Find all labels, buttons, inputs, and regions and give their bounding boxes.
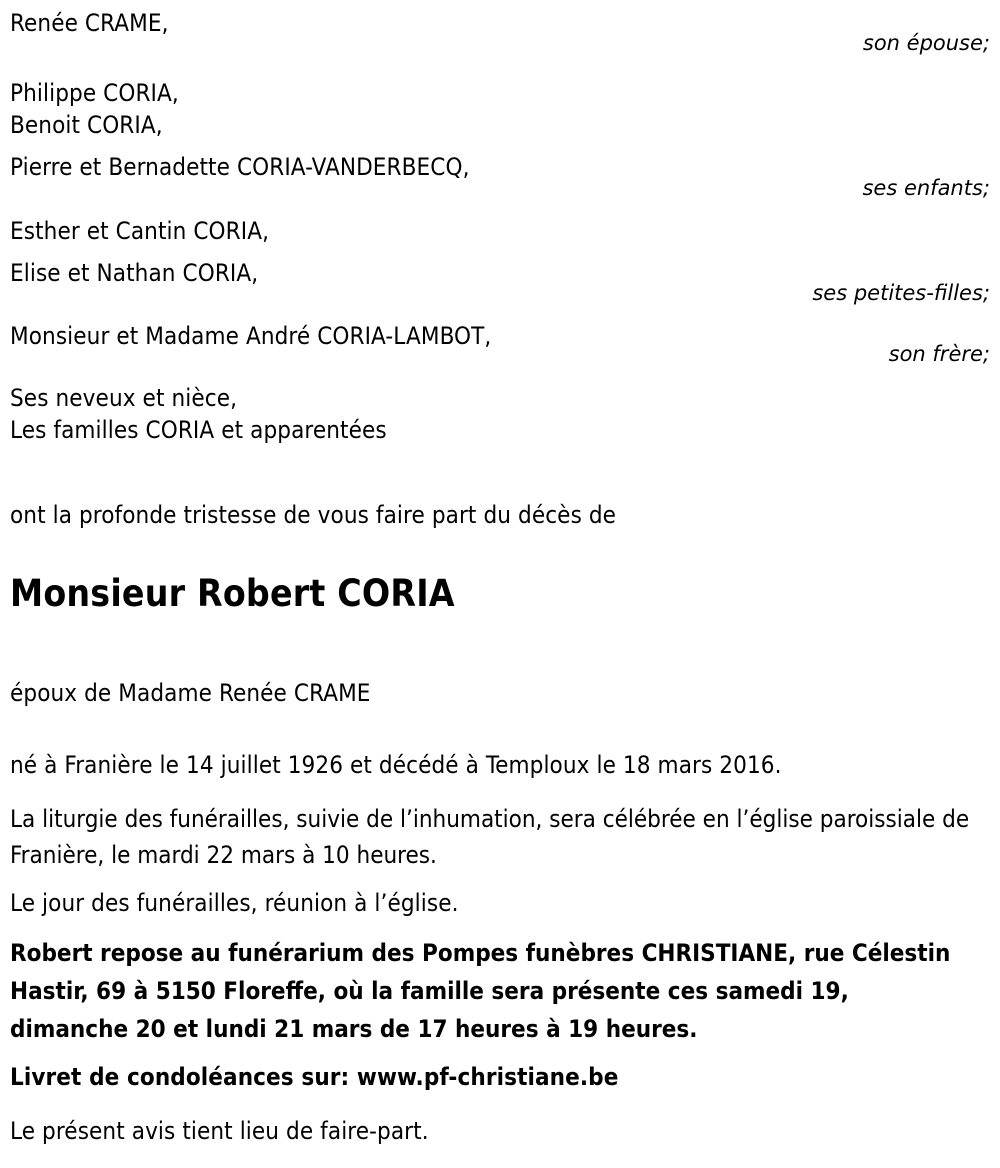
- relationship-label-children: ses enfants;: [862, 176, 990, 200]
- family-name-spouse: Renée CRAME,: [10, 9, 169, 37]
- relationship-label-spouse: son épouse;: [862, 31, 990, 55]
- liturgy-paragraph: La liturgie des funérailles, suivie de l’inhumation, sera célébrée en l’église paroissiale de Franière, le mardi 22 mars à 10 heures.: [10, 805, 970, 869]
- relationship-label-grandchildren: ses petites-filles;: [812, 281, 990, 305]
- birth-death-details: né à Franière le 14 juillet 1926 et décédé à Temploux le 18 mars 2016.: [10, 751, 782, 779]
- deceased-spouse-of: époux de Madame Renée CRAME: [10, 679, 371, 707]
- family-name-nephews-niece: Ses neveux et nièce,: [10, 384, 238, 412]
- family-name-child-2: Benoit CORIA,: [10, 111, 163, 139]
- condolences-link-line[interactable]: Livret de condoléances sur: www.pf-christiane.be: [10, 1063, 619, 1091]
- family-name-related-families: Les familles CORIA et apparentées: [10, 416, 387, 444]
- family-name-grandchild-2: Elise et Nathan CORIA,: [10, 259, 259, 287]
- faire-part-notice: Le présent avis tient lieu de faire-part.: [10, 1117, 429, 1145]
- family-name-child-1: Philippe CORIA,: [10, 79, 179, 107]
- family-name-grandchild-1: Esther et Cantin CORIA,: [10, 217, 270, 245]
- deceased-name-title: Monsieur Robert CORIA: [10, 572, 455, 615]
- gathering-paragraph: Le jour des funérailles, réunion à l’église.: [10, 889, 459, 917]
- announcement-intro: ont la profonde tristesse de vous faire part du décès de: [10, 501, 617, 529]
- family-name-brother: Monsieur et Madame André CORIA-LAMBOT,: [10, 322, 492, 350]
- relationship-label-brother: son frère;: [888, 342, 990, 366]
- family-name-child-3: Pierre et Bernadette CORIA-VANDERBECQ,: [10, 153, 470, 181]
- funerarium-paragraph: Robert repose au funérarium des Pompes funèbres CHRISTIANE, rue Célestin Hastir, 69 à 5150 Floreffe, où la famille sera présente ces samedi 19, dimanche 20 et lundi 21 mars de 17 heures à 19 heures.: [10, 939, 951, 1043]
